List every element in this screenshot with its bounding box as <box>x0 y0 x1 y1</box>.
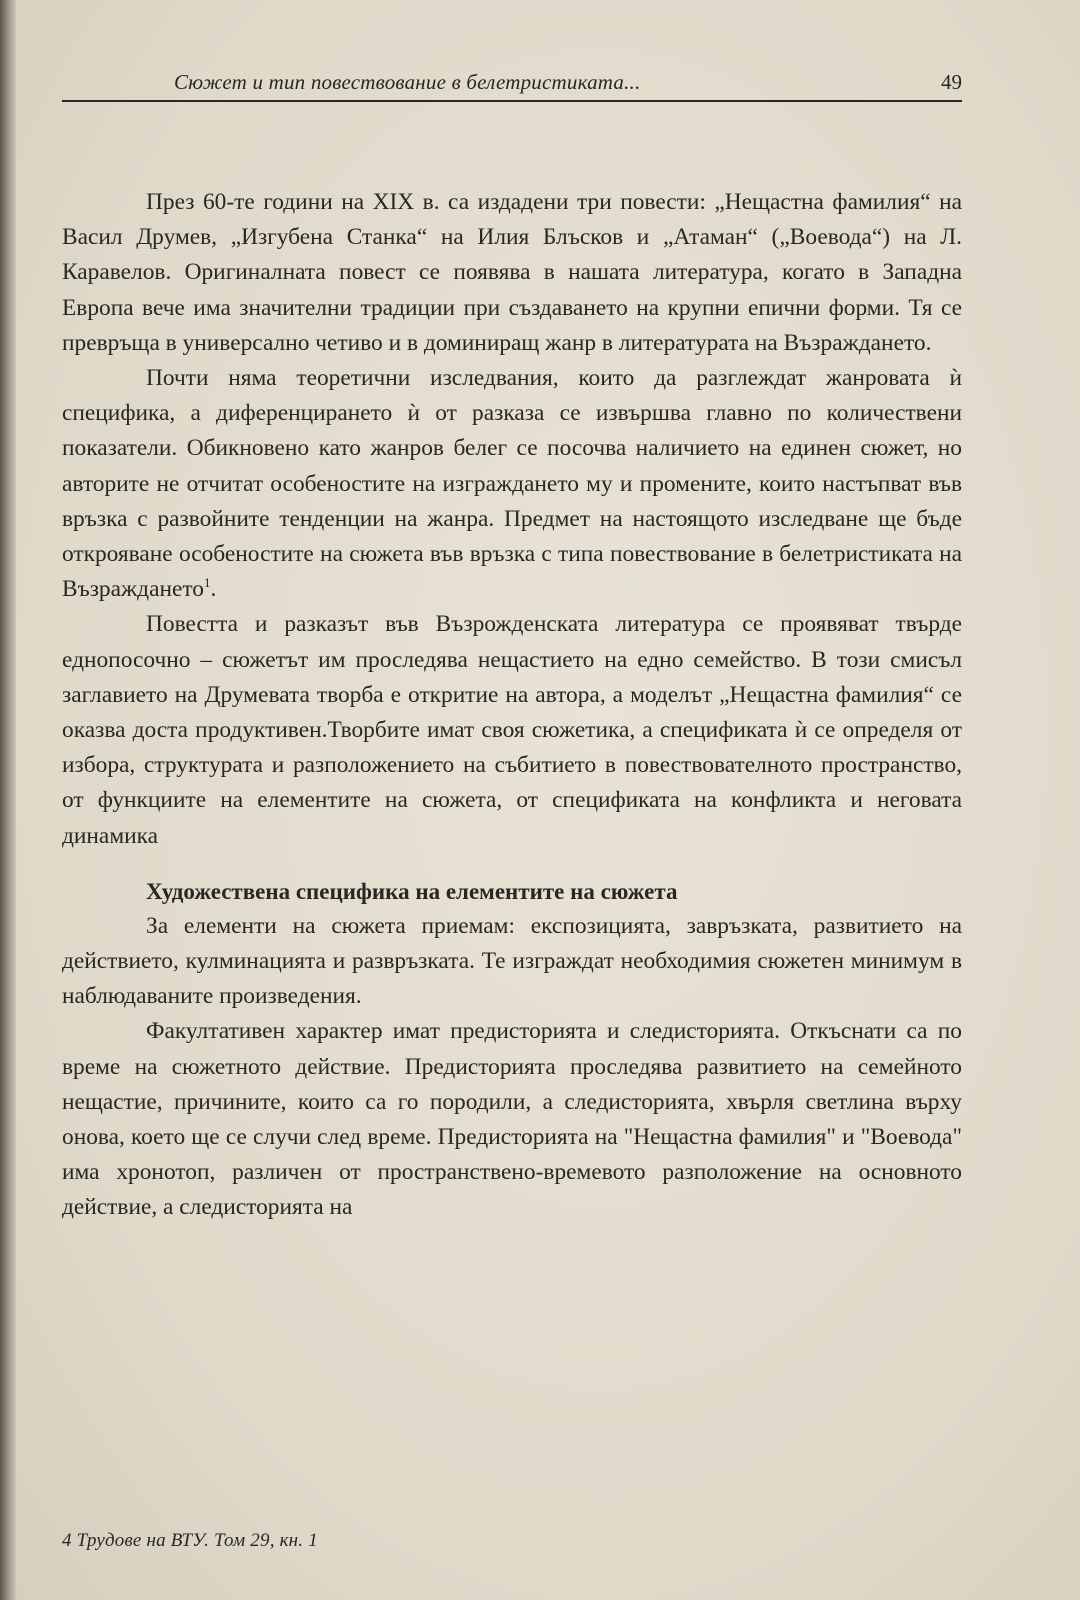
header-title: Сюжет и тип повествование в белетристиката... <box>174 70 641 94</box>
page-number: 49 <box>941 70 962 94</box>
running-header <box>62 70 962 102</box>
section-heading: Художествена специфика на елементите на сюжета <box>146 878 678 904</box>
paragraph-5: Факултативен характер имат предисторията и следисторията. Откъснати са по време на сюжетното действие. Предисторията проследява развитието на семейното нещастие, причините, които са го породили, а следисторията, хвърля светлина върху онова, което ще се случи след време. Предисторията на "Нещастна фамилия" и "Воевода" има хронотоп, различен от пространствено-времевото разположение на основното действие, а следисторията на <box>62 1018 962 1221</box>
paragraph-3: Повестта и разказът във Възрожденската литература се проявяват твърде еднопосочно – сюжетът им проследява нещастието на едно семейство. В този смисъл заглавието на Друмевата творба е откритие на автора, а моделът „Нещастна фамилия“ се оказва доста продуктивен.Творбите имат своя сюжетика, а спецификата ѝ се определя от избора, структурата и разположението на събитието в повествователното пространство, от функциите на елементите на сюжета, от спецификата на конфликта и неговата динамика <box>62 611 962 849</box>
page-body <box>62 185 962 1226</box>
paragraph-1: През 60-те години на XIX в. са издадени три повести: „Нещастна фамилия“ на Васил Друмев, „Изгубена Станка“ на Илия Блъсков и „Атаман“ („Воевода“) на Л. Каравелов. Оригиналната повест се появява в нашата литература, когато в Западна Европа вече има значителни традиции при създаването на крупни епични форми. Тя се превръща в универсално четиво и в доминиращ жанр в литературата на Възраждането. <box>62 189 962 356</box>
book-spine-shadow <box>0 0 16 1600</box>
footnote-marker: 1 <box>203 575 211 591</box>
paragraph-2 <box>62 361 962 607</box>
paragraph-2-text: Почти няма теоретични изследвания, които да разглеждат жанровата ѝ специфика, а диференцирането ѝ от разказа се извършва главно по количествени показатели. Обикновено като жанров белег се посочва наличието на единен сюжет, но авторите не отчитат особеностите на изграждането му и промените, които настъпват във връзка с развойните тенденции на жанра. Предмет на настоящото изследване ще бъде открояване особеностите на сюжета във връзка с типа повествование в белетристиката на Възраждането <box>62 365 962 603</box>
page-footer: 4 Трудове на ВТУ. Том 29, кн. 1 <box>62 1530 318 1551</box>
paragraph-2-end: . <box>210 576 217 603</box>
paragraph-4: За елементи на сюжета приемам: експозицията, завръзката, развитието на действието, кулминацията и развръзката. Те изграждат необходимия сюжетен минимум в наблюдаваните произведения. <box>62 912 962 1010</box>
